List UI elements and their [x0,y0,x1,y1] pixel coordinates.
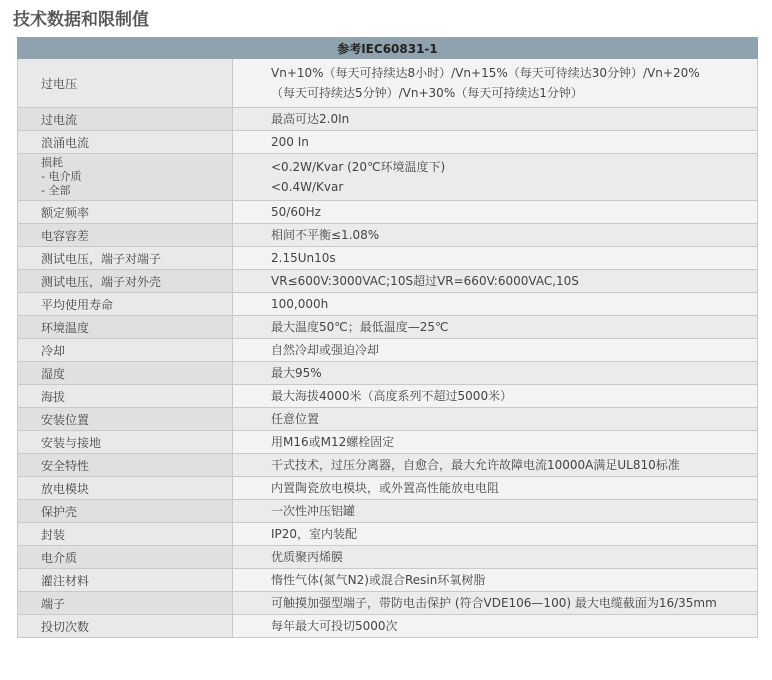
spec-key: 放电模块 [18,477,233,500]
spec-key: 平均使用寿命 [18,293,233,316]
spec-value-line: 最高可达2.0In [271,112,350,126]
spec-value [233,477,758,500]
spec-value [233,592,758,615]
spec-value [233,131,758,154]
spec-key: 额定频率 [18,201,233,224]
spec-value [233,59,758,108]
spec-value-line: （每天可持续达5分钟）/Vn+30%（每天可持续达1分钟） [271,86,583,100]
spec-value-line: 200 In [271,135,309,149]
table-row [18,408,758,431]
spec-key [18,154,233,201]
spec-value [233,270,758,293]
spec-value-line: 惰性气体(氮气N2)或混合Resin环氧树脂 [271,573,486,587]
spec-body [18,59,758,638]
spec-value [233,569,758,592]
spec-value-line: 相间不平衡≤1.08% [271,228,380,242]
spec-key: 海拔 [18,385,233,408]
table-row [18,546,758,569]
spec-key: 保护壳 [18,500,233,523]
spec-value [233,454,758,477]
table-row [18,385,758,408]
spec-value-line: 任意位置 [271,412,320,426]
spec-key: 封装 [18,523,233,546]
spec-key-line: - 电介质 [41,170,82,183]
spec-value-line: 最大温度50℃；最低温度—25℃ [271,320,449,334]
spec-key: 浪涌电流 [18,131,233,154]
spec-key: 电容容差 [18,224,233,247]
spec-key: 灌注材料 [18,569,233,592]
spec-key: 过电压 [18,59,233,108]
spec-value-line: <0.4W/Kvar [271,180,344,194]
table-row [18,293,758,316]
spec-value [233,201,758,224]
table-row [18,201,758,224]
page-title: 技术数据和限制值 [13,10,149,30]
spec-value-line: 50/60Hz [271,205,321,219]
table-row [18,431,758,454]
spec-value-line: 干式技术，过压分离器，自愈合，最大允许故障电流10000A满足UL810标准 [271,458,680,472]
table-row [18,247,758,270]
spec-key: 测试电压，端子对外壳 [18,270,233,293]
table-row [18,477,758,500]
spec-value-line: VR≤600V:3000VAC;10S超过VR=660V:6000VAC,10S [271,274,579,288]
spec-table [17,37,758,638]
table-row [18,454,758,477]
spec-value-line: 最大海拔4000米（高度系列不超过5000米） [271,389,513,403]
spec-value-line: 100,000h [271,297,329,311]
table-row [18,362,758,385]
table-row [18,131,758,154]
spec-value [233,224,758,247]
spec-key: 端子 [18,592,233,615]
spec-value [233,385,758,408]
spec-value-line: Vn+10%（每天可持续达8小时）/Vn+15%（每天可待续达30分钟）/Vn+20% [271,66,700,80]
spec-value [233,293,758,316]
spec-key: 测试电压，端子对端子 [18,247,233,270]
table-row [18,154,758,201]
spec-key-line: - 全部 [41,184,71,197]
spec-key: 电介质 [18,546,233,569]
spec-value [233,408,758,431]
spec-value [233,615,758,638]
table-row [18,523,758,546]
spec-key: 湿度 [18,362,233,385]
spec-value-line: 2.15Un10s [271,251,336,265]
table-row [18,224,758,247]
spec-key: 过电流 [18,108,233,131]
spec-key-line: 损耗 [41,156,63,169]
spec-value [233,108,758,131]
spec-value [233,500,758,523]
table-row [18,592,758,615]
spec-value-line: 最大95% [271,366,322,380]
spec-key: 安装与接地 [18,431,233,454]
spec-key: 安全特性 [18,454,233,477]
spec-value [233,431,758,454]
table-row [18,108,758,131]
table-row [18,569,758,592]
spec-key: 环境温度 [18,316,233,339]
spec-value-line: 可触摸加强型端子，带防电击保护 (符合VDE106—100) 最大电缆截面为16/35mm [271,596,717,610]
spec-value [233,339,758,362]
spec-value-line: <0.2W/Kvar (20℃环境温度下) [271,160,446,174]
spec-value [233,247,758,270]
spec-value-line: IP20，室内装配 [271,527,358,541]
table-row [18,500,758,523]
spec-value-line: 自然冷却或强迫冷却 [271,343,380,357]
spec-value [233,316,758,339]
table-header-row [18,38,758,59]
table-row [18,339,758,362]
table-header: 参考IEC60831-1 [18,38,758,59]
spec-value-line: 优质聚丙烯膜 [271,550,344,564]
spec-key: 冷却 [18,339,233,362]
table-row [18,59,758,108]
spec-value-line: 每年最大可投切5000次 [271,619,398,633]
spec-key: 投切次数 [18,615,233,638]
table-row [18,316,758,339]
spec-value [233,362,758,385]
spec-value-line: 一次性冲压铝罐 [271,504,356,518]
table-row [18,615,758,638]
spec-value [233,523,758,546]
spec-value [233,154,758,201]
spec-value [233,546,758,569]
spec-value-line: 用M16或M12螺栓固定 [271,435,395,449]
spec-key: 安装位置 [18,408,233,431]
table-row [18,270,758,293]
spec-value-line: 内置陶瓷放电模块，或外置高性能放电电阻 [271,481,500,495]
